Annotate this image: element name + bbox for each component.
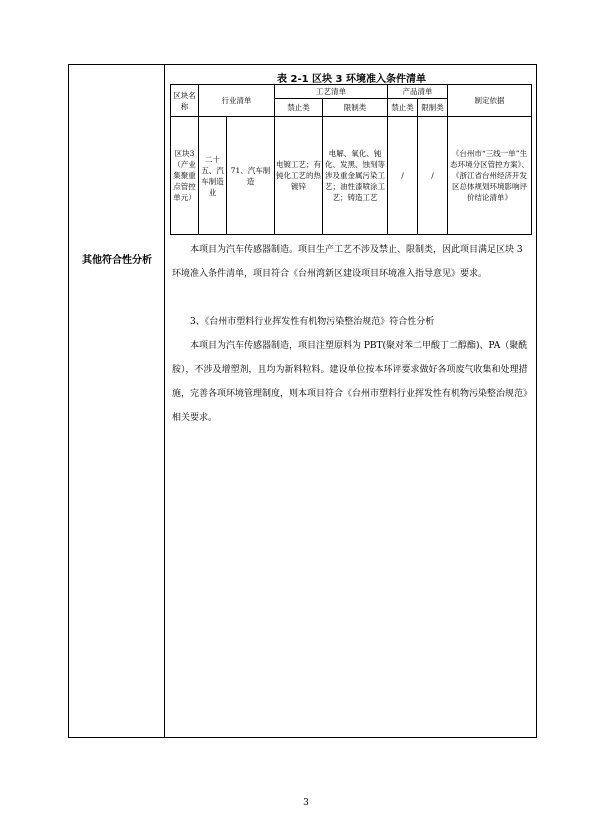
- left-column: [69, 65, 165, 737]
- cell-process-forbidden: 电镀工艺；有钝化工艺的热镀锌: [275, 117, 323, 235]
- page-number: 3: [303, 798, 309, 808]
- header-process-forbidden: 禁止类: [275, 99, 323, 117]
- cell-industry-b: 71、汽车制造: [227, 117, 275, 235]
- header-product-forbidden: 禁止类: [388, 99, 418, 117]
- header-process: 工艺清单: [275, 85, 388, 99]
- cell-process-restricted: 电解、氧化、钝化、发黑、蚀刻等涉及重金属污染工艺；油性漆喷涂工艺；铸造工艺: [323, 117, 388, 235]
- header-zone: 区块名称: [171, 85, 199, 117]
- table-row: [171, 117, 532, 235]
- form-table: [68, 64, 537, 738]
- header-product: 产品清单: [388, 85, 448, 99]
- section-heading-3: 3、《台州市塑料行业挥发性有机物污染整治规范》符合性分析: [190, 317, 435, 327]
- header-product-restricted: 限制类: [418, 99, 448, 117]
- header-row: [171, 85, 532, 99]
- cell-zone: 区块3（产业集聚重点管控单元）: [171, 117, 199, 235]
- content-column: [165, 65, 538, 737]
- paragraph-1: 本项目为汽车传感器制造。项目生产工艺不涉及禁止、限制类，因此项目满足区块 3 环境准入条件清单，项目符合《台州湾新区建设项目环境准入指导意见》要求。: [172, 245, 523, 279]
- paragraph-2: 本项目为汽车传感器制造，项目注塑原料为 PBT(聚对苯二甲酸丁二醇酯)、PA（聚酰胺），不涉及增塑剂，且均为新料粒料。建设单位按本环评要求做好各项废气收集和处理措施，完善各项环境管理制度，则本项目符合《台州市塑料行业挥发性有机物污染整治规范》相关要求。: [172, 341, 528, 423]
- header-process-restricted: 限制类: [323, 99, 388, 117]
- cell-product-restricted: /: [418, 117, 448, 235]
- table-title: 表 2-1 区块 3 环境准入条件清单: [277, 74, 426, 85]
- section-label: 其他符合性分析: [82, 255, 152, 266]
- cell-basis: 《台州市“三线一单”生态环境分区管控方案》、《浙江省台州经济开发区总体规划环境影响评价结论清单》: [448, 117, 532, 235]
- admission-table: [170, 84, 532, 235]
- header-basis: 制定依据: [448, 85, 532, 117]
- header-industry: 行业清单: [199, 85, 275, 117]
- cell-industry-a: 二十五、汽车制造业: [199, 117, 227, 235]
- cell-product-forbidden: /: [388, 117, 418, 235]
